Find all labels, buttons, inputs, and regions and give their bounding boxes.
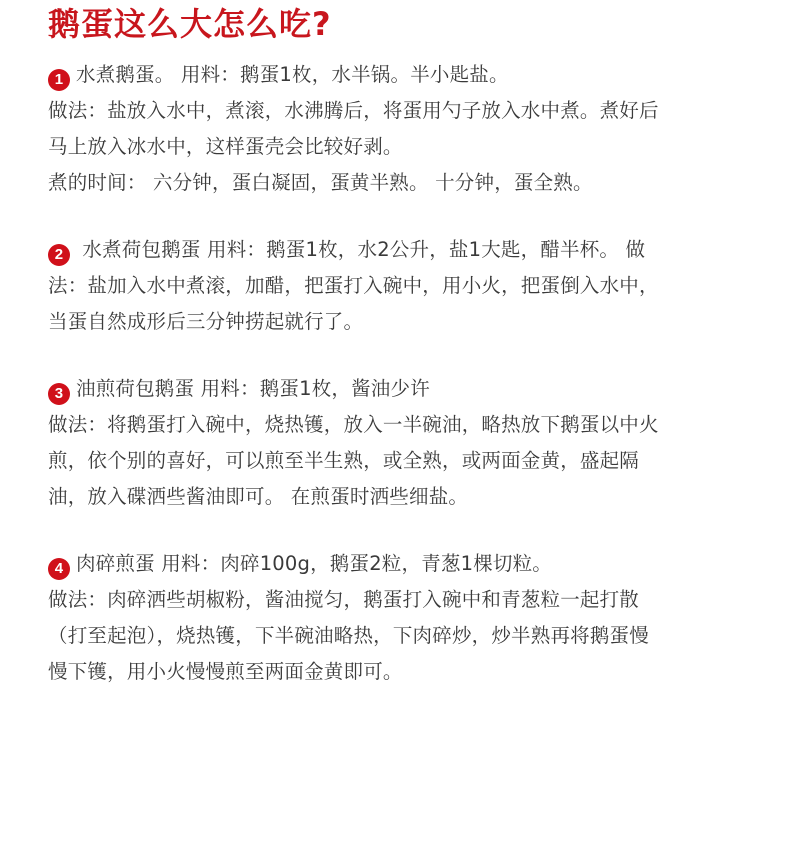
recipe-section-2 bbox=[48, 232, 748, 340]
recipe-line: 马上放入冰水中，这样蛋壳会比较好剥。 bbox=[48, 135, 403, 158]
recipe-heading: 水煮荷包鹅蛋 用料：鹅蛋1枚，水2公升，盐1大匙，醋半杯。 做 bbox=[76, 238, 646, 261]
step-number-badge: 4 bbox=[48, 558, 70, 580]
step-number-badge: 2 bbox=[48, 244, 70, 266]
recipe-line: 当蛋自然成形后三分钟捞起就行了。 bbox=[48, 310, 364, 333]
recipe-line: 煎，依个别的喜好，可以煎至半生熟，或全熟，或两面金黄，盛起隔 bbox=[48, 449, 640, 472]
recipe-line bbox=[48, 546, 748, 582]
recipe-heading: 水煮鹅蛋。 用料：鹅蛋1枚，水半锅。半小匙盐。 bbox=[76, 63, 509, 86]
recipe-line: 煮的时间： 六分钟，蛋白凝固，蛋黄半熟。 十分钟，蛋全熟。 bbox=[48, 171, 593, 194]
recipe-heading: 肉碎煎蛋 用料：肉碎100g，鹅蛋2粒，青葱1棵切粒。 bbox=[76, 552, 553, 575]
recipe-line: 法：盐加入水中煮滚，加醋，把蛋打入碗中，用小火，把蛋倒入水中， bbox=[48, 274, 659, 297]
recipe-line bbox=[48, 232, 748, 268]
recipe-line: 做法：肉碎洒些胡椒粉，酱油搅匀，鹅蛋打入碗中和青葱粒一起打散 bbox=[48, 588, 640, 611]
step-number-badge: 3 bbox=[48, 383, 70, 405]
recipe-section-3 bbox=[48, 371, 748, 515]
recipe-line bbox=[48, 371, 748, 407]
recipe-line: （打至起泡），烧热镬，下半碗油略热，下肉碎炒，炒半熟再将鹅蛋慢 bbox=[48, 624, 649, 647]
recipe-line bbox=[48, 57, 748, 93]
recipe-line: 油，放入碟洒些酱油即可。 在煎蛋时洒些细盐。 bbox=[48, 485, 469, 508]
recipe-line: 做法：将鹅蛋打入碗中，烧热镬，放入一半碗油，略热放下鹅蛋以中火 bbox=[48, 413, 659, 436]
recipe-line: 慢下镬，用小火慢慢煎至两面金黄即可。 bbox=[48, 660, 403, 683]
page-title: 鹅蛋这么大怎么吃? bbox=[48, 5, 332, 43]
recipe-section-1 bbox=[48, 57, 748, 201]
recipe-section-4 bbox=[48, 546, 748, 690]
recipe-line: 做法：盐放入水中，煮滚，水沸腾后，将蛋用勺子放入水中煮。煮好后 bbox=[48, 99, 659, 122]
step-number-badge: 1 bbox=[48, 69, 70, 91]
recipe-heading: 油煎荷包鹅蛋 用料：鹅蛋1枚，酱油少许 bbox=[76, 377, 430, 400]
